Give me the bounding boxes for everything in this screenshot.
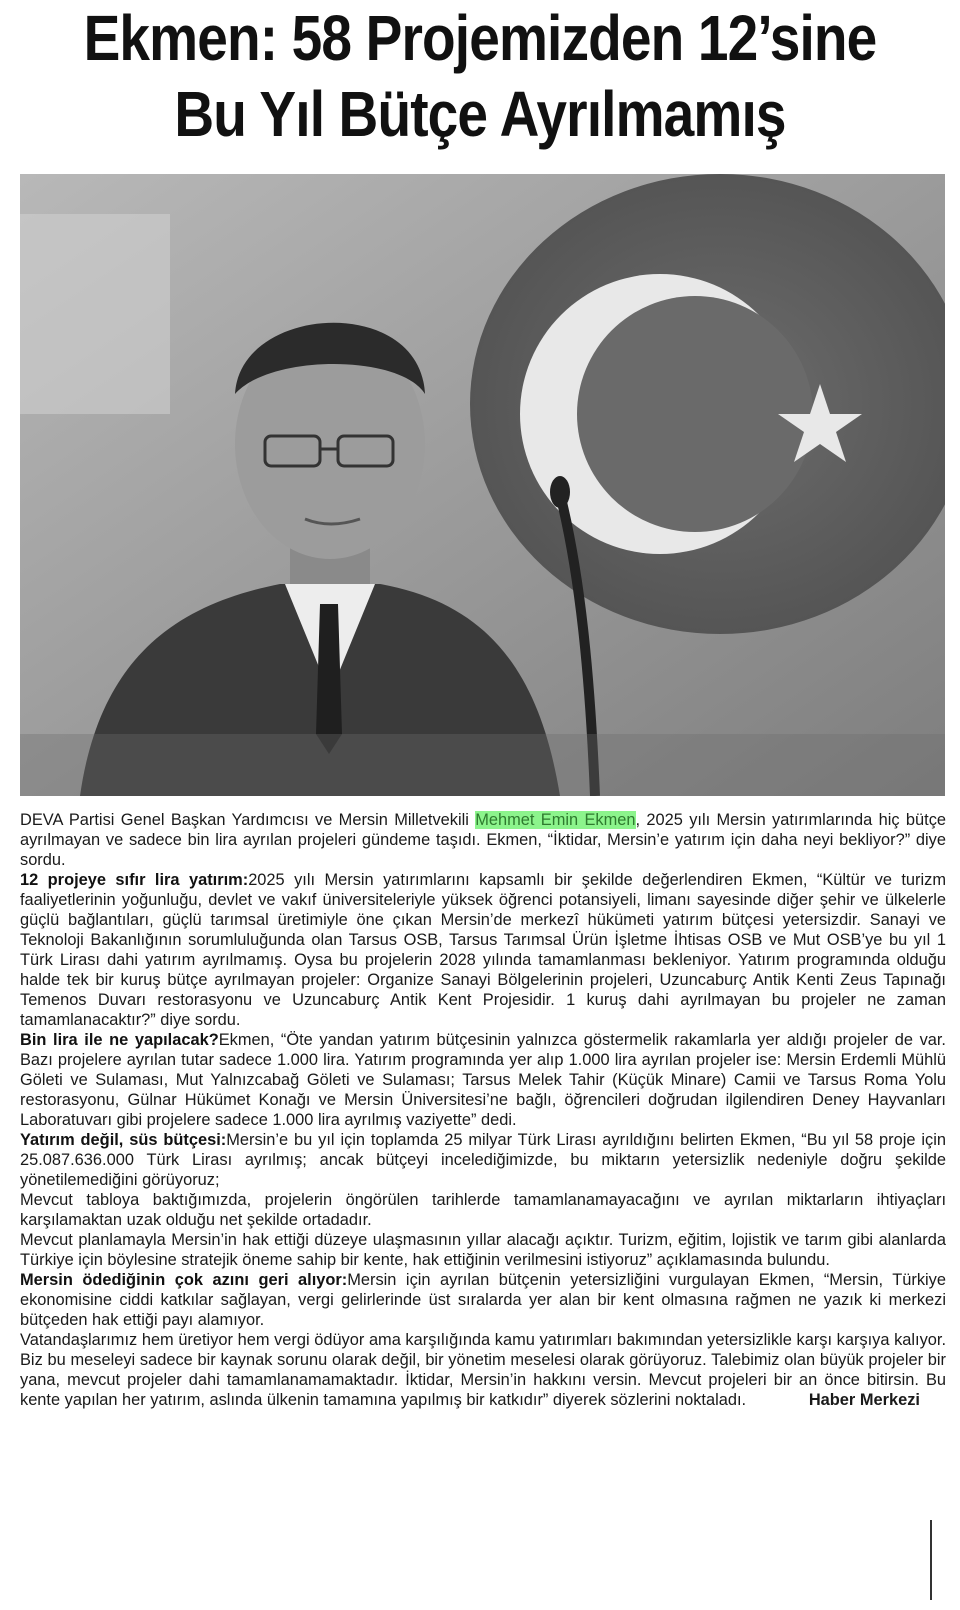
- byline: Haber Merkezi: [808, 1391, 920, 1409]
- paragraph-text: 2025 yılı Mersin yatırımlarını kapsamlı bir şekilde değerlendiren Ekmen, “Kültür ve turizm faaliyetlerinin yoğunluğu, devlet ve vakıf üniversiteleriyle yüksek öğrenci potansiyeli, limanı sayesinde diğer şehir ve ülkelerle güçlü bağlantıları, güçlü tarımsal üretimiyle öne çıkan Mersin’de merkezî hükümeti yatırım bütçesi yetersizdir. Sanayi ve Teknoloji Bakanlığının sorumluluğunda olan Tarsus OSB, Tarsus Tarımsal Ürün İşletme İhtisas OSB ve Mut OSB’ye bu yıl 1 Türk Lirası dahi yatırım ayrılmamış. Oysa bu projelerin 2028 yılında tamamlanması bekleniyor. Yatırım programında olduğu halde tek bir kuruş bütçe ayrılmayan projeler: Organize Sanayi Bölgelerinin projeleri, Uzuncaburç Antik Kenti Zeus Tapınağı Temenos Duvarı restorasyonu ve Uzuncaburç Antik Kent Projesidir. 1 kuruş dahi ayrılmayan bu projeler ne zaman tamamlanacaktır?” diye sordu.: [20, 871, 946, 1029]
- intro-paragraph: [20, 810, 946, 870]
- paragraph: [20, 1130, 946, 1190]
- paragraph-text: Mevcut tabloya baktığımızda, projelerin öngörülen tarihlerde tamamlanamayacağını ve ayrılan miktarların ihtiyaçları karşılamaktan uzak olduğu net şekilde ortadadır.: [20, 1191, 946, 1229]
- paragraph: [20, 1190, 946, 1230]
- paragraph-text: Mersin’e bu yıl için toplamda 25 milyar Türk Lirası ayrıldığını belirten Ekmen, “Bu yıl 58 proje için 25.087.636.000 Türk Lirası ayrılmış; ancak bütçeyi incelediğimizde, bu miktarın yetersizlik nedeniyle doğru şekilde yönetilemediğini görüyoruz;: [20, 1131, 946, 1189]
- column-rule: [930, 1520, 932, 1600]
- paragraph: [20, 1030, 946, 1130]
- article-body: [20, 810, 946, 1410]
- person-name: Mehmet Emin Ekmen: [475, 811, 636, 829]
- headline-line-1: Ekmen: 58 Projemizden 12’sine: [83, 2, 877, 74]
- section-heading: 12 projeye sıfır lira yatırım:: [20, 871, 249, 889]
- paragraph-text: Vatandaşlarımız hem üretiyor hem vergi ödüyor ama karşılığında kamu yatırımları bakımından yetersizlikle karşı karşıya kalıyor. Biz bu meseleyi sadece bir kaynak sorunu olarak değil, bir yönetim meselesi olarak görüyoruz. Talebimiz olan büyük projeler bir yana, mevcut projeler dahi tamamlanamamaktadır. İktidar, Mersin’in hakkını versin. Mevcut projeleri bir an önce bitirsin. Bu kente yapılan her yatırım, aslında ülkenin tamamına yapılmış bir katkıdır” diyerek sözlerini noktaladı.: [20, 1331, 946, 1409]
- paragraph-text: Mersin için ayrılan bütçenin yetersizliğini vurgulayan Ekmen, “Mersin, Türkiye ekonomisine ciddi katkılar sağlayan, vergi gelirlerinde üst sıralarda yer alan bir kent olmasına rağmen ne yazık ki merkezi bütçeden hak ettiği payı alamıyor.: [20, 1271, 946, 1329]
- paragraph-text: Mevcut planlamayla Mersin’in hak ettiği düzeye ulaşmasının yıllar alacağı açıktır. Turizm, eğitim, lojistik ve tarım gibi alanlarda Türkiye için böylesine stratejik öneme sahip bir kente, hak ettiğinin verilmesini istiyoruz” açıklamasında bulundu.: [20, 1231, 946, 1269]
- photo-illustration: [20, 174, 945, 796]
- intro-text-after: , 2025 yılı Mersin yatırımlarında hiç bütçe ayrılmayan ve sadece bin lira ayrılan projeleri gündeme taşıdı. Ekmen, “İktidar, Mersin’e yatırım için daha neyi bekliyor?” diye sordu.: [20, 811, 947, 869]
- section-heading: Yatırım değil, süs bütçesi:: [20, 1131, 227, 1149]
- section-heading: Bin lira ile ne yapılacak?: [20, 1031, 219, 1049]
- paragraph: [20, 1270, 946, 1330]
- article-photo: [20, 174, 945, 796]
- paragraph: [20, 870, 946, 1030]
- paragraph: [20, 1230, 946, 1270]
- section-heading: Mersin ödediğinin çok azını geri alıyor:: [20, 1271, 348, 1289]
- paragraph: [20, 1330, 946, 1410]
- headline: [0, 2, 960, 150]
- headline-line-2: Bu Yıl Bütçe Ayrılmamış: [174, 78, 786, 150]
- intro-text-before: DEVA Partisi Genel Başkan Yardımcısı ve Mersin Milletvekili: [20, 811, 476, 829]
- paragraph-text: Ekmen, “Öte yandan yatırım bütçesinin yalnızca göstermelik rakamlarla yer aldığı projeler de var. Bazı projelere ayrılan tutar sadece 1.000 lira. Yatırım programında yer alıp 1.000 lira ayrılan projeler ise: Mersin Erdemli Mühlü Göleti ve Sulaması, Mut Yalnızcabağ Göleti ve Sulaması; Tarsus Melek Tahir (Küçük Minare) Camii ve Tarsus Roma Yolu restorasyonu, Gülnar Hükümet Konağı ve Mersin Üniversitesi’ne bağlı, öğrencileri doğrudan ilgilendiren Deney Hayvanları Laboratuvarı gibi projelere sadece 1.000 lira ayrılmış vaziyette” dedi.: [20, 1031, 946, 1129]
